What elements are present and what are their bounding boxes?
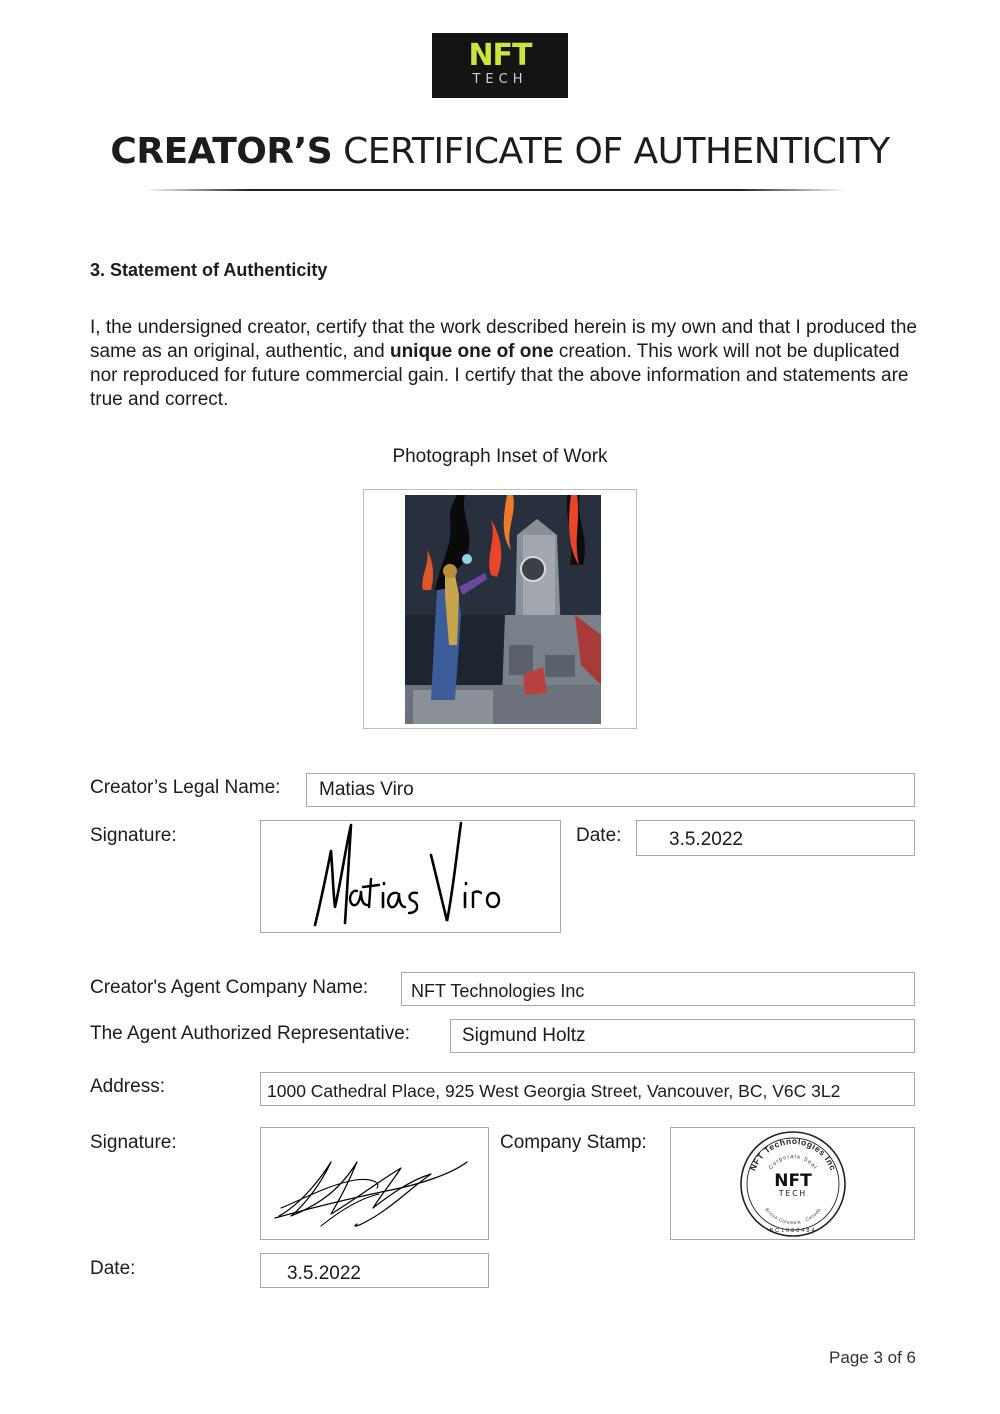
creator-legal-name-label: Creator’s Legal Name: — [90, 777, 281, 798]
section-heading: 3. Statement of Authenticity — [90, 260, 328, 280]
stamp-top-text: NFT Technologies Inc — [747, 1135, 839, 1173]
agent-address-value: 1000 Cathedral Place, 925 West Georgia Street, Vancouver, BC, V6C 3L2 — [267, 1081, 841, 1101]
stamp-bottom-text: British Columbia · Canada — [764, 1207, 822, 1226]
agent-date-value: 3.5.2022 — [287, 1263, 361, 1284]
svg-text:Corporate Seal — [768, 1154, 818, 1171]
agent-signature-box — [260, 1127, 489, 1240]
statement-part1: I, the undersigned creator, certify that the work described herein is my own and that I produced the same as an original, authentic, and — [90, 317, 917, 362]
company-stamp-image — [671, 1128, 916, 1241]
creator-signature-image — [261, 821, 562, 934]
agent-signature-label: Signature: — [90, 1132, 177, 1153]
nft-tech-logo — [432, 33, 568, 98]
page-number: Page 3 of 6 — [829, 1348, 916, 1367]
agent-representative-value: Sigmund Holtz — [462, 1025, 586, 1046]
creator-signature-label: Signature: — [90, 825, 177, 846]
agent-date-field — [260, 1253, 489, 1288]
stamp-logo-nft: NFT — [774, 1171, 812, 1191]
creator-legal-name-value: Matias Viro — [319, 779, 414, 800]
creator-signature-box — [260, 820, 561, 933]
agent-representative-field — [450, 1019, 915, 1053]
svg-text:British Columbia · Canada — [764, 1207, 821, 1225]
creator-date-value: 3.5.2022 — [669, 829, 743, 850]
logo-nft-text: NFT — [468, 38, 532, 73]
logo-tech-text: TECH — [472, 72, 528, 87]
stamp-number: BC1088484 — [769, 1228, 817, 1234]
agent-address-field — [260, 1072, 915, 1106]
agent-representative-label: The Agent Authorized Representative: — [90, 1023, 411, 1044]
company-stamp-box — [670, 1127, 915, 1240]
title-divider — [145, 189, 845, 191]
statement-bold: unique one of one — [389, 341, 554, 362]
artwork-inset-frame — [363, 489, 637, 729]
creator-date-label: Date: — [576, 825, 622, 846]
company-stamp-label: Company Stamp: — [500, 1132, 647, 1153]
stamp-middle-text: Corporate Seal — [768, 1153, 819, 1171]
agent-date-label: Date: — [90, 1258, 136, 1279]
agent-company-value: NFT Technologies Inc — [411, 981, 585, 1001]
agent-address-label: Address: — [90, 1076, 165, 1097]
artwork-image — [405, 495, 601, 724]
agent-company-label: Creator's Agent Company Name: — [90, 977, 369, 998]
creator-date-field — [636, 820, 915, 856]
creator-legal-name-field — [306, 773, 915, 807]
statement-part2: creation. This work will not be duplicated nor reproduced for future commercial gain. I certify that the above information and statements are true and correct. — [90, 341, 909, 410]
agent-signature-image — [261, 1128, 490, 1241]
title-bold: CREATOR’S — [110, 131, 333, 172]
agent-company-field — [401, 972, 915, 1006]
stamp-logo-tech: TECH — [778, 1189, 808, 1198]
document-title — [0, 128, 1000, 176]
inset-caption: Photograph Inset of Work — [392, 446, 608, 467]
statement-paragraph — [90, 316, 920, 412]
title-light: CERTIFICATE OF AUTHENTICITY — [343, 131, 890, 172]
